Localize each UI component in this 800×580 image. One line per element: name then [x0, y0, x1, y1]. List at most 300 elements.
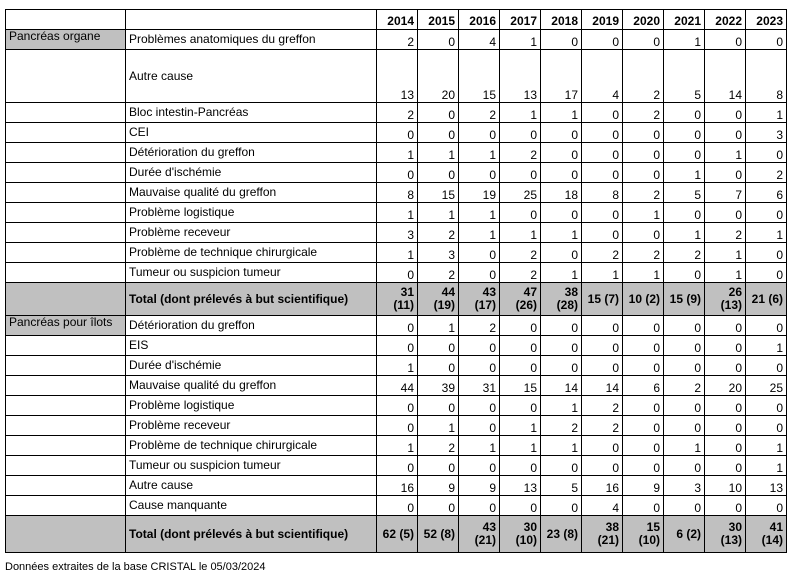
value-cell: 0	[623, 356, 664, 376]
group-spacer	[6, 263, 126, 283]
total-value-cell: 43 (17)	[459, 283, 500, 316]
group-label: Pancréas pour îlots	[6, 316, 126, 336]
table-row	[6, 50, 787, 103]
value-cell: 5	[541, 476, 582, 496]
value-cell: 4	[582, 496, 623, 516]
table-row	[6, 123, 787, 143]
value-cell: 1	[377, 243, 418, 263]
value-cell: 0	[664, 103, 705, 123]
value-cell: 14	[705, 50, 746, 103]
value-cell: 0	[623, 416, 664, 436]
value-cell: 2	[418, 436, 459, 456]
year-header: 2018	[541, 10, 582, 30]
value-cell: 1	[623, 263, 664, 283]
value-cell: 15	[459, 50, 500, 103]
value-cell: 13	[377, 50, 418, 103]
value-cell: 0	[418, 396, 459, 416]
group-spacer	[6, 396, 126, 416]
year-header: 2015	[418, 10, 459, 30]
group-label: Pancréas organe	[6, 30, 126, 50]
table-row	[6, 316, 787, 336]
value-cell: 1	[500, 103, 541, 123]
source-note: Données extraites de la base CRISTAL le 05/03/2024	[5, 561, 266, 573]
value-cell: 0	[582, 356, 623, 376]
value-cell: 0	[623, 143, 664, 163]
value-cell: 14	[541, 376, 582, 396]
value-cell: 0	[500, 203, 541, 223]
value-cell: 9	[418, 476, 459, 496]
value-cell: 1	[664, 436, 705, 456]
table-row	[6, 336, 787, 356]
group-spacer	[6, 103, 126, 123]
group-spacer	[6, 436, 126, 456]
value-cell: 16	[582, 476, 623, 496]
table-row	[6, 163, 787, 183]
value-cell: 0	[746, 416, 787, 436]
value-cell: 15	[500, 376, 541, 396]
value-cell: 7	[705, 183, 746, 203]
value-cell: 0	[705, 336, 746, 356]
total-row	[6, 516, 787, 553]
value-cell: 0	[664, 263, 705, 283]
value-cell: 0	[705, 396, 746, 416]
table-row	[6, 376, 787, 396]
value-cell: 0	[459, 336, 500, 356]
table-row	[6, 183, 787, 203]
value-cell: 2	[459, 103, 500, 123]
group-spacer	[6, 336, 126, 356]
group-spacer	[6, 496, 126, 516]
value-cell: 0	[418, 496, 459, 516]
value-cell: 0	[746, 203, 787, 223]
group-spacer	[6, 243, 126, 263]
value-cell: 1	[541, 103, 582, 123]
table-row	[6, 203, 787, 223]
value-cell: 1	[377, 203, 418, 223]
value-cell: 0	[746, 316, 787, 336]
value-cell: 2	[500, 263, 541, 283]
value-cell: 0	[664, 336, 705, 356]
value-cell: 0	[500, 356, 541, 376]
total-value-cell: 15 (9)	[664, 283, 705, 316]
value-cell: 0	[500, 456, 541, 476]
cause-label: Autre cause	[126, 50, 377, 103]
value-cell: 0	[623, 436, 664, 456]
value-cell: 0	[623, 316, 664, 336]
value-cell: 8	[582, 183, 623, 203]
value-cell: 1	[418, 143, 459, 163]
total-label: Total (dont prélevés à but scientifique)	[126, 516, 377, 553]
value-cell: 4	[582, 50, 623, 103]
value-cell: 0	[705, 316, 746, 336]
value-cell: 0	[459, 243, 500, 263]
value-cell: 1	[459, 223, 500, 243]
value-cell: 0	[582, 203, 623, 223]
table-row	[6, 436, 787, 456]
cause-label: Problème logistique	[126, 203, 377, 223]
value-cell: 3	[664, 476, 705, 496]
group-spacer	[6, 223, 126, 243]
value-cell: 0	[746, 143, 787, 163]
value-cell: 0	[664, 496, 705, 516]
total-label: Total (dont prélevés à but scientifique)	[126, 283, 377, 316]
value-cell: 1	[377, 143, 418, 163]
value-cell: 1	[541, 263, 582, 283]
value-cell: 0	[418, 336, 459, 356]
value-cell: 0	[541, 203, 582, 223]
value-cell: 20	[418, 50, 459, 103]
total-value-cell: 30 (13)	[705, 516, 746, 553]
value-cell: 0	[664, 416, 705, 436]
value-cell: 2	[377, 103, 418, 123]
value-cell: 0	[705, 203, 746, 223]
table-row	[6, 103, 787, 123]
value-cell: 0	[582, 456, 623, 476]
value-cell: 9	[459, 476, 500, 496]
value-cell: 0	[746, 496, 787, 516]
table-row	[6, 416, 787, 436]
value-cell: 2	[500, 243, 541, 263]
cause-label: Autre cause	[126, 476, 377, 496]
value-cell: 1	[500, 436, 541, 456]
value-cell: 6	[746, 183, 787, 203]
value-cell: 0	[746, 356, 787, 376]
value-cell: 0	[705, 30, 746, 50]
group-spacer	[6, 456, 126, 476]
value-cell: 0	[623, 123, 664, 143]
value-cell: 0	[418, 356, 459, 376]
year-header: 2021	[664, 10, 705, 30]
value-cell: 5	[664, 50, 705, 103]
value-cell: 2	[418, 223, 459, 243]
year-header: 2022	[705, 10, 746, 30]
value-cell: 2	[664, 243, 705, 263]
value-cell: 1	[541, 436, 582, 456]
table-row	[6, 476, 787, 496]
value-cell: 15	[418, 183, 459, 203]
value-cell: 0	[623, 223, 664, 243]
value-cell: 1	[705, 143, 746, 163]
value-cell: 1	[664, 163, 705, 183]
value-cell: 0	[541, 123, 582, 143]
value-cell: 0	[664, 143, 705, 163]
value-cell: 1	[418, 316, 459, 336]
value-cell: 0	[623, 396, 664, 416]
value-cell: 0	[418, 123, 459, 143]
value-cell: 0	[418, 163, 459, 183]
value-cell: 0	[541, 456, 582, 476]
value-cell: 1	[377, 436, 418, 456]
cause-label: Bloc intestin-Pancréas	[126, 103, 377, 123]
table-row	[6, 396, 787, 416]
value-cell: 2	[418, 263, 459, 283]
value-cell: 6	[623, 376, 664, 396]
value-cell: 2	[377, 30, 418, 50]
value-cell: 1	[377, 356, 418, 376]
total-value-cell: 26 (13)	[705, 283, 746, 316]
group-spacer	[6, 143, 126, 163]
value-cell: 13	[746, 476, 787, 496]
cause-label: Mauvaise qualité du greffon	[126, 376, 377, 396]
value-cell: 0	[377, 163, 418, 183]
year-header: 2016	[459, 10, 500, 30]
value-cell: 2	[500, 143, 541, 163]
table-row	[6, 223, 787, 243]
cause-label: Cause manquante	[126, 496, 377, 516]
total-value-cell: 10 (2)	[623, 283, 664, 316]
value-cell: 0	[377, 416, 418, 436]
value-cell: 4	[459, 30, 500, 50]
value-cell: 0	[705, 163, 746, 183]
value-cell: 2	[582, 243, 623, 263]
cause-label: Problème receveur	[126, 223, 377, 243]
total-value-cell: 43 (21)	[459, 516, 500, 553]
value-cell: 0	[664, 356, 705, 376]
value-cell: 0	[582, 103, 623, 123]
value-cell: 0	[664, 396, 705, 416]
total-value-cell: 47 (26)	[500, 283, 541, 316]
value-cell: 0	[623, 163, 664, 183]
value-cell: 0	[541, 143, 582, 163]
value-cell: 2	[746, 163, 787, 183]
table-row	[6, 456, 787, 476]
value-cell: 0	[541, 496, 582, 516]
cause-label: Problèmes anatomiques du greffon	[126, 30, 377, 50]
value-cell: 0	[459, 123, 500, 143]
value-cell: 1	[664, 30, 705, 50]
value-cell: 0	[582, 143, 623, 163]
value-cell: 0	[746, 263, 787, 283]
value-cell: 0	[418, 456, 459, 476]
total-spacer	[6, 283, 126, 316]
value-cell: 1	[746, 223, 787, 243]
rejection-causes-table	[5, 9, 787, 553]
value-cell: 0	[541, 243, 582, 263]
value-cell: 1	[418, 203, 459, 223]
value-cell: 0	[500, 496, 541, 516]
value-cell: 0	[664, 203, 705, 223]
value-cell: 2	[582, 416, 623, 436]
group-spacer	[6, 476, 126, 496]
value-cell: 1	[664, 223, 705, 243]
total-spacer	[6, 516, 126, 553]
value-cell: 0	[500, 123, 541, 143]
value-cell: 25	[500, 183, 541, 203]
value-cell: 0	[541, 356, 582, 376]
value-cell: 31	[459, 376, 500, 396]
value-cell: 0	[582, 223, 623, 243]
value-cell: 0	[746, 30, 787, 50]
value-cell: 18	[541, 183, 582, 203]
value-cell: 0	[582, 30, 623, 50]
value-cell: 25	[746, 376, 787, 396]
value-cell: 1	[459, 436, 500, 456]
value-cell: 9	[623, 476, 664, 496]
cause-label: Tumeur ou suspicion tumeur	[126, 263, 377, 283]
cause-label: Durée d'ischémie	[126, 356, 377, 376]
value-cell: 0	[541, 336, 582, 356]
value-cell: 1	[459, 143, 500, 163]
value-cell: 0	[377, 336, 418, 356]
total-value-cell: 38 (28)	[541, 283, 582, 316]
year-header: 2014	[377, 10, 418, 30]
table-row	[6, 30, 787, 50]
value-cell: 2	[623, 183, 664, 203]
value-cell: 1	[705, 243, 746, 263]
value-cell: 1	[541, 396, 582, 416]
value-cell: 1	[418, 416, 459, 436]
value-cell: 0	[377, 496, 418, 516]
group-spacer	[6, 356, 126, 376]
total-value-cell: 41 (14)	[746, 516, 787, 553]
value-cell: 2	[541, 416, 582, 436]
cause-label: Problème logistique	[126, 396, 377, 416]
total-value-cell: 6 (2)	[664, 516, 705, 553]
value-cell: 0	[623, 496, 664, 516]
value-cell: 0	[418, 30, 459, 50]
value-cell: 3	[418, 243, 459, 263]
value-cell: 0	[459, 396, 500, 416]
value-cell: 0	[705, 356, 746, 376]
value-cell: 17	[541, 50, 582, 103]
value-cell: 0	[664, 123, 705, 143]
value-cell: 0	[500, 336, 541, 356]
group-spacer	[6, 416, 126, 436]
total-row	[6, 283, 787, 316]
year-header: 2019	[582, 10, 623, 30]
value-cell: 1	[746, 103, 787, 123]
table-row	[6, 243, 787, 263]
value-cell: 0	[500, 396, 541, 416]
table-row	[6, 496, 787, 516]
group-spacer	[6, 183, 126, 203]
value-cell: 0	[377, 456, 418, 476]
value-cell: 0	[746, 243, 787, 263]
cause-label: Problème de technique chirurgicale	[126, 243, 377, 263]
total-value-cell: 23 (8)	[541, 516, 582, 553]
value-cell: 2	[705, 223, 746, 243]
value-cell: 0	[705, 103, 746, 123]
cause-label: Tumeur ou suspicion tumeur	[126, 456, 377, 476]
value-cell: 0	[705, 496, 746, 516]
value-cell: 8	[746, 50, 787, 103]
group-spacer	[6, 163, 126, 183]
value-cell: 0	[582, 163, 623, 183]
value-cell: 0	[500, 316, 541, 336]
value-cell: 1	[500, 223, 541, 243]
table-row	[6, 263, 787, 283]
value-cell: 39	[418, 376, 459, 396]
value-cell: 0	[459, 456, 500, 476]
total-value-cell: 52 (8)	[418, 516, 459, 553]
total-value-cell: 38 (21)	[582, 516, 623, 553]
value-cell: 13	[500, 50, 541, 103]
value-cell: 0	[623, 30, 664, 50]
group-spacer	[6, 50, 126, 103]
value-cell: 0	[459, 496, 500, 516]
year-header: 2020	[623, 10, 664, 30]
cause-label: CEI	[126, 123, 377, 143]
value-cell: 1	[746, 456, 787, 476]
value-cell: 0	[541, 30, 582, 50]
value-cell: 2	[459, 316, 500, 336]
total-value-cell: 15 (7)	[582, 283, 623, 316]
value-cell: 0	[459, 416, 500, 436]
value-cell: 0	[582, 316, 623, 336]
value-cell: 0	[705, 456, 746, 476]
value-cell: 0	[705, 416, 746, 436]
value-cell: 1	[582, 263, 623, 283]
value-cell: 0	[377, 316, 418, 336]
value-cell: 0	[459, 356, 500, 376]
value-cell: 0	[664, 316, 705, 336]
cause-label: Détérioration du greffon	[126, 143, 377, 163]
header-blank-group	[6, 10, 126, 30]
value-cell: 0	[459, 263, 500, 283]
value-cell: 0	[582, 336, 623, 356]
value-cell: 0	[582, 436, 623, 456]
value-cell: 14	[582, 376, 623, 396]
header-row	[6, 10, 787, 30]
total-value-cell: 62 (5)	[377, 516, 418, 553]
value-cell: 3	[377, 223, 418, 243]
value-cell: 0	[705, 436, 746, 456]
group-spacer	[6, 123, 126, 143]
cause-label: Problème receveur	[126, 416, 377, 436]
header-blank-cause	[126, 10, 377, 30]
total-value-cell: 44 (19)	[418, 283, 459, 316]
value-cell: 8	[377, 183, 418, 203]
value-cell: 0	[541, 316, 582, 336]
value-cell: 1	[746, 436, 787, 456]
value-cell: 1	[500, 30, 541, 50]
value-cell: 19	[459, 183, 500, 203]
value-cell: 0	[582, 123, 623, 143]
total-value-cell: 15 (10)	[623, 516, 664, 553]
value-cell: 3	[746, 123, 787, 143]
value-cell: 10	[705, 476, 746, 496]
value-cell: 1	[541, 223, 582, 243]
value-cell: 0	[500, 163, 541, 183]
value-cell: 2	[623, 243, 664, 263]
value-cell: 0	[705, 123, 746, 143]
value-cell: 0	[377, 123, 418, 143]
cause-label: Détérioration du greffon	[126, 316, 377, 336]
total-value-cell: 30 (10)	[500, 516, 541, 553]
value-cell: 2	[664, 376, 705, 396]
value-cell: 0	[377, 263, 418, 283]
value-cell: 0	[418, 103, 459, 123]
value-cell: 5	[664, 183, 705, 203]
group-spacer	[6, 203, 126, 223]
value-cell: 44	[377, 376, 418, 396]
value-cell: 1	[459, 203, 500, 223]
year-header: 2023	[746, 10, 787, 30]
value-cell: 1	[500, 416, 541, 436]
value-cell: 0	[623, 456, 664, 476]
total-value-cell: 31 (11)	[377, 283, 418, 316]
year-header: 2017	[500, 10, 541, 30]
value-cell: 0	[541, 163, 582, 183]
value-cell: 2	[582, 396, 623, 416]
value-cell: 1	[623, 203, 664, 223]
value-cell: 2	[623, 50, 664, 103]
value-cell: 1	[705, 263, 746, 283]
cause-label: EIS	[126, 336, 377, 356]
group-spacer	[6, 376, 126, 396]
value-cell: 1	[746, 336, 787, 356]
table-row	[6, 143, 787, 163]
